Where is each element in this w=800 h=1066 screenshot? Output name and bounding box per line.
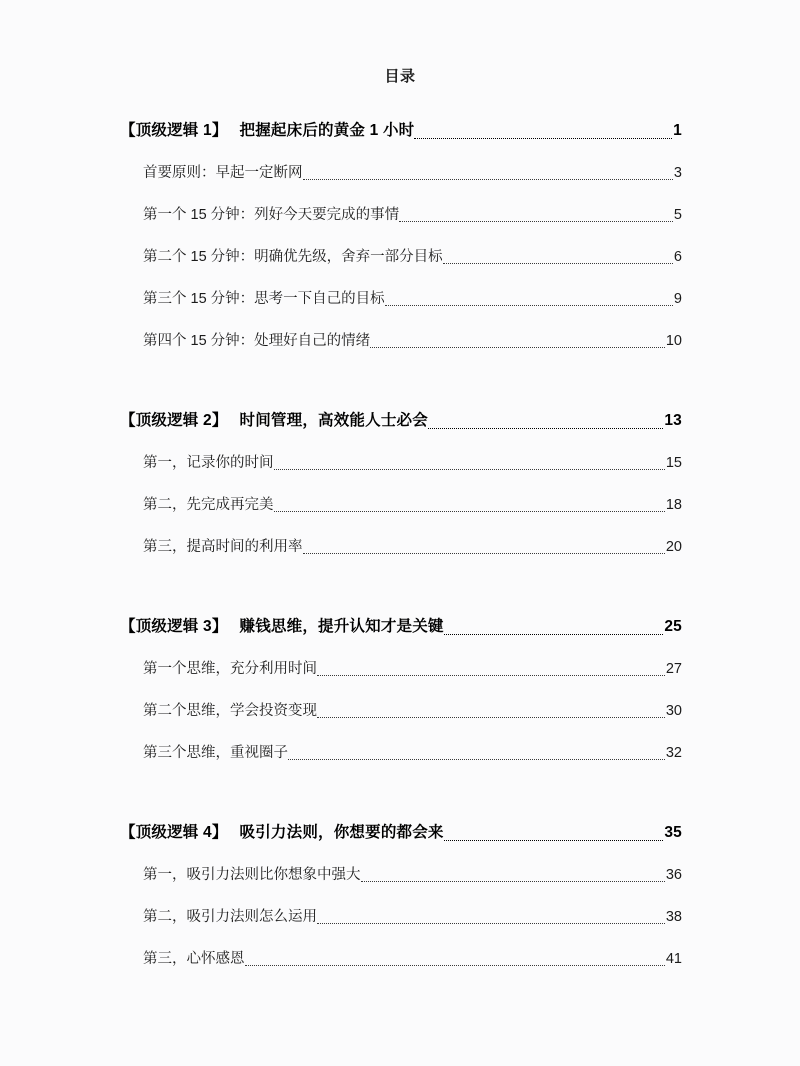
dot-leader (399, 202, 673, 228)
toc-page-number: 27 (665, 661, 682, 677)
toc-entry-text: 第二个 15 分钟：明确优先级，舍弃一部分目标 (143, 249, 443, 265)
toc-section (120, 102, 682, 354)
dot-leader (370, 328, 665, 354)
toc-entry-text: 第一个思维，充分利用时间 (143, 661, 317, 677)
toc-section (120, 598, 682, 766)
dot-leader (303, 160, 673, 186)
toc-page-number: 20 (665, 539, 682, 555)
toc-chapter-entry[interactable] (120, 598, 682, 640)
dot-leader (443, 244, 673, 270)
toc-entry-text: 第二，吸引力法则怎么运用 (143, 909, 317, 925)
toc-entry[interactable] (120, 888, 682, 930)
toc-page-number: 18 (665, 497, 682, 513)
dot-leader (317, 698, 665, 724)
toc-entry[interactable] (120, 930, 682, 972)
toc-entry-text: 第三个 15 分钟：思考一下自己的目标 (143, 291, 385, 307)
toc-entry[interactable] (120, 846, 682, 888)
toc-page-number: 15 (665, 455, 682, 471)
toc-chapter-text (120, 408, 428, 434)
toc-entry-text: 第一，吸引力法则比你想象中强大 (143, 867, 361, 883)
toc-chapter-text (120, 118, 414, 144)
toc-page-number: 10 (665, 333, 682, 349)
toc-entry-text: 第三，心怀感恩 (143, 951, 245, 967)
toc-entry[interactable] (120, 518, 682, 560)
dot-leader (361, 862, 665, 888)
toc-chapter-title: 把握起床后的黄金 1 小时 (239, 122, 415, 139)
toc-chapter-text (120, 820, 444, 846)
toc-entry[interactable] (120, 476, 682, 518)
dot-leader (245, 946, 665, 972)
toc-chapter-entry[interactable] (120, 392, 682, 434)
dot-leader (444, 614, 664, 640)
toc-entry-text: 第三，提高时间的利用率 (143, 539, 303, 555)
toc-entry-text: 第二，先完成再完美 (143, 497, 274, 513)
toc-chapter-text (120, 614, 444, 640)
toc-entry-text: 第一个 15 分钟：列好今天要完成的事情 (143, 207, 400, 223)
toc-entry[interactable] (120, 312, 682, 354)
toc-section (120, 804, 682, 972)
toc-page-number: 36 (665, 867, 682, 883)
toc-entry[interactable] (120, 228, 682, 270)
toc-page-number: 6 (673, 249, 682, 265)
toc-page-number: 41 (665, 951, 682, 967)
dot-leader (274, 492, 665, 518)
toc-chapter-entry[interactable] (120, 102, 682, 144)
toc-page-number: 5 (673, 207, 682, 223)
toc-page-number: 32 (665, 745, 682, 761)
toc-entry-text: 第四个 15 分钟：处理好自己的情绪 (143, 333, 371, 349)
toc-page-number: 30 (665, 703, 682, 719)
toc-chapter-entry[interactable] (120, 804, 682, 846)
toc-entry[interactable] (120, 640, 682, 682)
toc-chapter-marker: 【顶级逻辑 2】 (120, 412, 228, 429)
toc-page-number: 3 (673, 165, 682, 181)
dot-leader (303, 534, 665, 560)
toc-entry[interactable] (120, 682, 682, 724)
dot-leader (288, 740, 665, 766)
toc-entry-text: 第一，记录你的时间 (143, 455, 274, 471)
toc-chapter-marker: 【顶级逻辑 1】 (120, 122, 228, 139)
page-title: 目录 (384, 68, 416, 85)
toc-entry[interactable] (120, 186, 682, 228)
toc-page-number: 13 (664, 412, 682, 429)
toc-list (0, 102, 800, 972)
toc-entry[interactable] (120, 144, 682, 186)
dot-leader (414, 118, 672, 144)
dot-leader (385, 286, 673, 312)
toc-chapter-title: 吸引力法则，你想要的都会来 (239, 824, 444, 841)
toc-entry[interactable] (120, 724, 682, 766)
dot-leader (317, 904, 665, 930)
toc-chapter-title: 赚钱思维，提升认知才是关键 (239, 618, 444, 635)
toc-page-number: 38 (665, 909, 682, 925)
toc-page-number: 1 (673, 122, 682, 139)
toc-entry[interactable] (120, 270, 682, 312)
dot-leader (428, 408, 663, 434)
toc-chapter-title: 时间管理，高效能人士必会 (239, 412, 428, 429)
toc-chapter-marker: 【顶级逻辑 3】 (120, 618, 228, 635)
toc-entry-text: 第二个思维，学会投资变现 (143, 703, 317, 719)
dot-leader (274, 450, 665, 476)
dot-leader (444, 820, 664, 846)
toc-entry[interactable] (120, 434, 682, 476)
toc-chapter-marker: 【顶级逻辑 4】 (120, 824, 228, 841)
toc-entry-text: 第三个思维，重视圈子 (143, 745, 288, 761)
toc-entry-text: 首要原则：早起一定断网 (143, 165, 303, 181)
toc-section (120, 392, 682, 560)
toc-page-number: 9 (673, 291, 682, 307)
toc-page-number: 35 (664, 824, 682, 841)
toc-page-number: 25 (664, 618, 682, 635)
dot-leader (317, 656, 665, 682)
